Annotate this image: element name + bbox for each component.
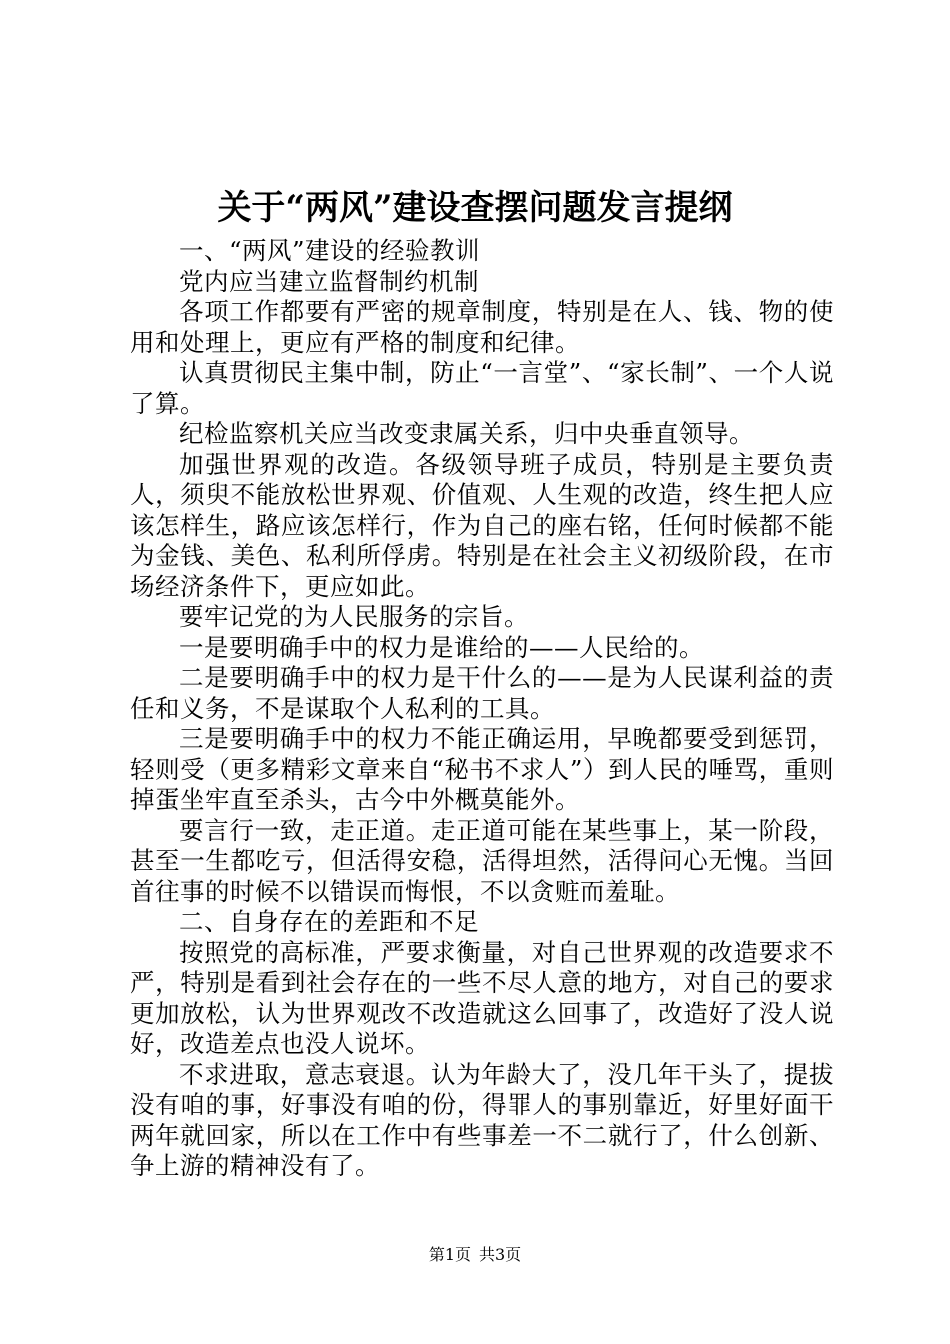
paragraph-standards: 按照党的高标准，严要求衡量，对自己世界观的改造要求不严，特别是看到社会存在的一些不尽人意的地方，对自己的要求更加放松，认为世界观改不改造就这么回事了，改造好了没人说好，改造差点也没人说坏。 bbox=[130, 937, 834, 1058]
paragraph-serve-people: 要牢记党的为人民服务的宗旨。 bbox=[179, 602, 529, 631]
document-body bbox=[130, 236, 834, 1182]
paragraph-worldview: 加强世界观的改造。各级领导班子成员，特别是主要负责人，须臾不能放松世界观、价值观、人生观的改造，终生把人应该怎样生，路应该怎样行，作为自己的座右铭，任何时候都不能为金钱、美色、私利所俘虏。特别是在社会主义初级阶段，在市场经济条件下，更应如此。 bbox=[130, 449, 834, 601]
paragraph-power-misuse: 三是要明确手中的权力不能正确运用，早晚都要受到惩罚，轻则受（更多精彩文章来自“秘书不求人”）到人民的唾骂，重则掉蛋坐牢直至杀头，古今中外概莫能外。 bbox=[130, 724, 834, 814]
page-number: 第1页 bbox=[428, 1245, 471, 1264]
page-total: 共3页 bbox=[479, 1245, 522, 1264]
page-footer bbox=[0, 1244, 950, 1266]
paragraph-power-purpose: 二是要明确手中的权力是干什么的——是为人民谋利益的责任和义务，不是谋取个人私利的工具。 bbox=[130, 663, 834, 723]
document-title: 关于“两风”建设查摆问题发言提纲 bbox=[217, 188, 733, 228]
paragraph-power-source: 一是要明确手中的权力是谁给的——人民给的。 bbox=[179, 632, 704, 662]
paragraph-rules: 各项工作都要有严密的规章制度，特别是在人、钱、物的使用和处理上，更应有严格的制度和纪律。 bbox=[130, 297, 834, 357]
paragraph-no-progress: 不求进取，意志衰退。认为年龄大了，没几年干头了，提拔没有咱的事，好事没有咱的份，得罪人的事别靠近，好里好面干两年就回家，所以在工作中有些事差一不二就行了，什么创新、争上游的精神没有了。 bbox=[130, 1059, 834, 1180]
paragraph-democratic-centralism: 认真贯彻民主集中制，防止“一言堂”、“家长制”、一个人说了算。 bbox=[130, 358, 834, 418]
section-heading-1: 一、“两风”建设的经验教训 bbox=[179, 236, 481, 265]
paragraph-integrity: 要言行一致，走正道。走正道可能在某些事上，某一阶段，甚至一生都吃亏，但活得安稳，活得坦然，活得问心无愧。当回首往事的时候不以错误而悔恨，不以贪赃而羞耻。 bbox=[130, 815, 834, 906]
paragraph-discipline-inspection: 纪检监察机关应当改变隶属关系，归中央垂直领导。 bbox=[179, 419, 754, 448]
section-heading-2: 二、自身存在的差距和不足 bbox=[179, 907, 479, 936]
subheading-supervision: 党内应当建立监督制约机制 bbox=[179, 266, 479, 296]
